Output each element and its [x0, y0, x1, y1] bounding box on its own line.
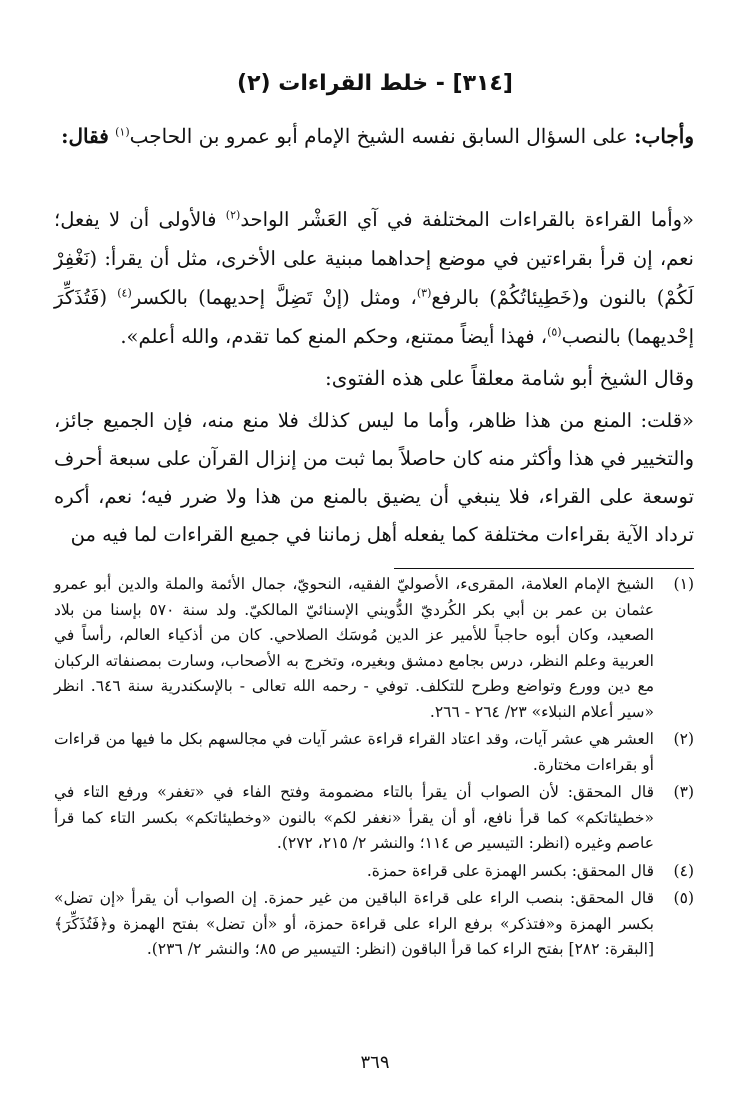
footnote-5 — [54, 886, 694, 963]
quote-paragraph-2: «قلت: المنع من هذا ظاهر، وأما ما ليس كذلك فلا منع منه، فإن الجميع جائز، والتخيير في هذا وأكثر منه كان حاصلاً بما ثبت من إنزال القرآن على سبعة أحرف توسعة على القراء، فلا ينبغي أن يضيق بالمنع من هذا ولا ضرر فيه؛ نعم، أكره ترداد الآية بقراءات مختلفة كما يفعله أهل زماننا في جميع القراءات لما فيه من — [54, 409, 694, 546]
footnote-number: (٣) — [673, 783, 694, 801]
footnote-ref-5[interactable]: (٥) — [547, 325, 562, 339]
page-number: ٣٦٩ — [360, 1052, 390, 1073]
footnote-text: قال المحقق: بنصب الراء على قراءة الباقين من غير حمزة. إن الصواب أن يقرأ «إن تضل» بكسر الهمزة و«فتذكر» برفع الراء على قراءة حمزة، أو «أن تضل» بفتح الهمزة و﴿فَتُذَكِّرَ﴾ [البقرة: ٢٨٢] بفتح الراء كما قرأ الباقون (انظر: التيسير ص ٨٥؛ والنشر ٢/ ٢٣٦). — [54, 889, 654, 958]
quote-paragraph-1 — [54, 200, 694, 356]
quote1-part-2: فالأولى أن لا يفعل؛ نعم، إن قرأ بقراءتين في موضع إحداهما مبنية على الأخرى، مثل أن يقرأ: (نَغْفِرْ لَكُمْ) بالنون و(خَطِيئاتُكُمْ) بالرفع — [54, 208, 694, 309]
footnote-ref-2[interactable]: (٢) — [225, 208, 241, 222]
footnote-text: قال المحقق: لأن الصواب أن يقرأ بالتاء مضمومة وفتح الفاء في «تغفر» ورفع التاء في «خطيئاتكم» كما قرأ نافع، أو أن يقرأ «نغفر لكم» بالنون «وخطيئاتكم» بكسر التاء كما قرأ عاصم وغيره (انظر: التيسير ص ١١٤؛ والنشر ٢/ ٢١٥، ٢٧٢). — [54, 783, 654, 852]
quote1-part-3: ، ومثل (إنْ تَضِلَّ إحديهما) بالكسر — [131, 286, 417, 309]
comment-line: وقال الشيخ أبو شامة معلقاً على هذه الفتوى: — [325, 366, 694, 390]
intro-text: على السؤال السابق نفسه الشيخ الإمام أبو عمرو بن الحاجب — [129, 124, 628, 148]
footnote-number: (٢) — [673, 730, 694, 748]
footnote-number: (١) — [673, 575, 694, 593]
quote1-part-4: (فَتُذَكِّرَ إحْديهما) بالنصب — [54, 286, 694, 348]
intro-paragraph — [54, 116, 694, 156]
footnote-ref-4[interactable]: (٤) — [117, 286, 132, 300]
footnote-text: الشيخ الإمام العلامة، المقرىء، الأصوليّ الفقيه، النحويّ، جمال الأئمة والملة والدين أبو عمرو عثمان بن عمر بن أبي بكر الكُرديّ الدُّويني الإسنائيّ المالكيّ. ولد سنة ٥٧٠ بإسنا من بلاد الصعيد، وكان أبوه حاجباً للأمير عز الدين مُوسَك الصلاحي. كان من أذكياء العالم، رأساً في العربية وعلم النظر، درس بجامع دمشق وبغيره، وتخرج به الأصحاب، وسارت بمصنفاته الركبان مع دين وورع وتواضع وطرح للتكلف. توفي - رحمه الله تعالى - بالإسكندرية سنة ٦٤٦. انظر «سير أعلام النبلاء» ٢٣/ ٢٦٤ - ٢٦٦. — [54, 575, 655, 721]
intro-lead: وأجاب: — [634, 124, 694, 148]
section-title: [٣١٤] - خلط القراءات (٢) — [237, 71, 513, 96]
footnote-ref-1[interactable]: (١) — [115, 125, 130, 139]
footnote-number: (٥) — [673, 889, 694, 907]
footnote-number: (٤) — [673, 861, 694, 880]
quote1-part-5: ، فهذا أيضاً ممتنع، وحكم المنع كما تقدم، والله أعلم». — [120, 325, 548, 348]
footnotes — [54, 572, 694, 965]
footnote-1 — [54, 572, 694, 725]
footnote-text: قال المحقق: بكسر الهمزة على قراءة حمزة. — [366, 861, 654, 880]
intro-tail: فقال: — [61, 124, 109, 148]
footnote-2 — [54, 727, 694, 778]
footnote-divider — [394, 568, 694, 569]
footnote-ref-3[interactable]: (٣) — [416, 286, 432, 300]
footnote-4 — [54, 859, 694, 885]
quote1-part-1: «وأما القراءة بالقراءات المختلفة في آي العَشْر الواحد — [240, 208, 694, 231]
footnote-text: العشر هي عشر آيات، وقد اعتاد القراء قراءة عشر آيات في مجالسهم بكل ما فيها من قراءات أو بقراءات مختارة. — [54, 730, 654, 774]
footnote-3 — [54, 780, 694, 857]
